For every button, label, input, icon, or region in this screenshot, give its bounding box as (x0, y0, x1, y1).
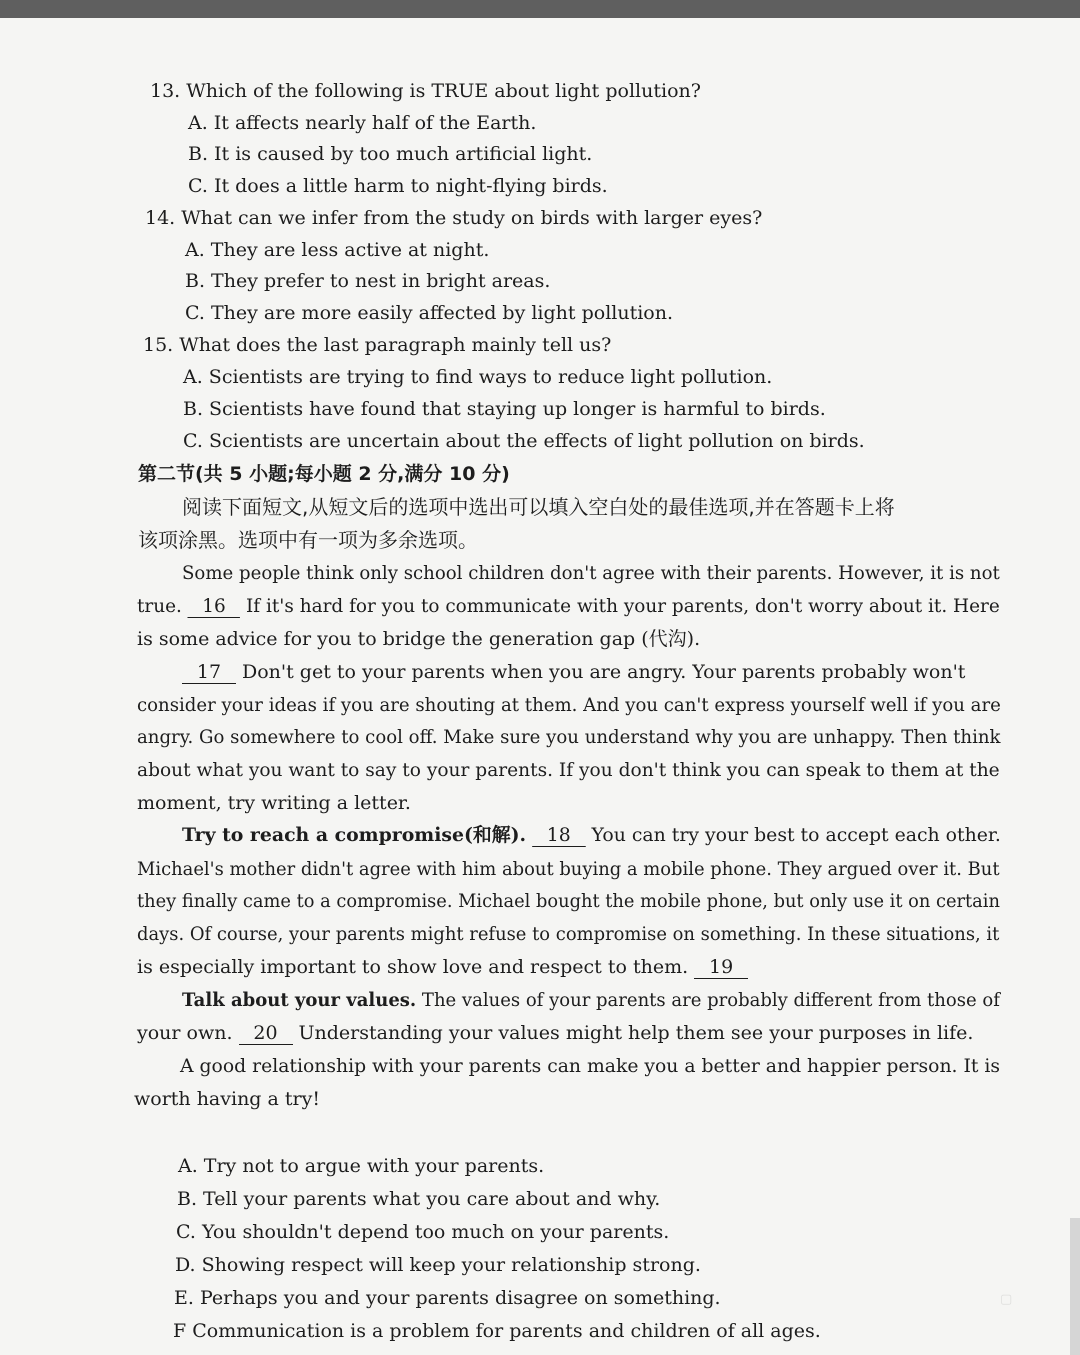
question-13-option-a: A. It affects nearly half of the Earth. (188, 112, 537, 134)
question-14-option-c: C. They are more easily affected by light pollution. (185, 302, 674, 324)
question-15-option-a: A. Scientists are trying to find ways to reduce light pollution. (183, 366, 773, 388)
passage-p3-line-3: they finally came to a compromise. Michael bought the mobile phone, but only use it on certain (137, 890, 1000, 912)
blank-20: 20 (239, 1022, 293, 1045)
question-13-option-b: B. It is caused by too much artificial light. (188, 143, 593, 165)
passage-text: If it's hard for you to communicate with your parents, don't worry about it. Here (245, 595, 1000, 617)
passage-p4-line-1 (182, 987, 1000, 1013)
passage-p2-line-1 (176, 659, 965, 685)
choice-d: D. Showing respect will keep your relationship strong. (175, 1254, 701, 1276)
question-15-option-b: B. Scientists have found that staying up longer is harmful to birds. (183, 398, 826, 420)
passage-p3-line-1 (182, 822, 1001, 848)
passage-text: You can try your best to accept each other. (591, 824, 1001, 846)
passage-p3-line-5 (137, 954, 754, 980)
passage-p4-line-2 (137, 1020, 973, 1046)
blank-19: 19 (694, 956, 748, 979)
blank-17: 17 (182, 661, 236, 684)
passage-p3-line-2: Michael's mother didn't agree with him about buying a mobile phone. They argued over it. But (137, 858, 1000, 880)
passage-text: is especially important to show love and respect to them. (137, 956, 689, 978)
passage-p1-line-2 (137, 593, 1000, 619)
passage-p1-line-3: is some advice for you to bridge the generation gap (代沟). (137, 628, 701, 650)
watermark-logo-icon: ▢ (1000, 1292, 1013, 1307)
blank-16: 16 (188, 595, 240, 618)
passage-text: your own. (137, 1022, 233, 1044)
passage-p3-line-4: days. Of course, your parents might refuse to compromise on something. In these situations, it (137, 923, 1000, 945)
blank-18: 18 (532, 824, 586, 847)
choice-f: F Communication is a problem for parents and children of all ages. (173, 1320, 821, 1342)
choice-e: E. Perhaps you and your parents disagree on something. (174, 1287, 721, 1309)
question-14-option-b: B. They prefer to nest in bright areas. (185, 270, 551, 292)
question-14-stem: 14. What can we infer from the study on birds with larger eyes? (145, 207, 763, 229)
top-bar (0, 0, 1080, 18)
question-15-stem: 15. What does the last paragraph mainly tell us? (143, 334, 612, 356)
passage-text: Understanding your values might help them see your purposes in life. (298, 1022, 974, 1044)
passage-p2-line-3: angry. Go somewhere to cool off. Make sure you understand why you are unhappy. Then think (137, 726, 1001, 748)
section-2-instruction-line-2: 该项涂黑。选项中有一项为多余选项。 (138, 528, 478, 552)
paragraph-heading: Try to reach a compromise(和解). (182, 824, 527, 846)
passage-p5-line-2: worth having a try! (134, 1088, 320, 1110)
choice-c: C. You shouldn't depend too much on your parents. (176, 1221, 670, 1243)
scrollbar[interactable] (1070, 1218, 1080, 1355)
passage-text: Don't get to your parents when you are angry. Your parents probably won't (242, 661, 966, 683)
choice-b: B. Tell your parents what you care about and why. (177, 1188, 661, 1210)
passage-p2-line-5: moment, try writing a letter. (137, 792, 411, 814)
choice-a: A. Try not to argue with your parents. (178, 1155, 545, 1177)
passage-p2-line-2: consider your ideas if you are shouting at them. And you can't express yourself well if you are (137, 694, 1001, 716)
section-2-title: 第二节(共 5 小题;每小题 2 分,满分 10 分) (138, 463, 510, 485)
section-2-instruction-line-1: 阅读下面短文,从短文后的选项中选出可以填入空白处的最佳选项,并在答题卡上将 (182, 495, 895, 519)
passage-p5-line-1: A good relationship with your parents can make you a better and happier person. It is (180, 1055, 1001, 1077)
passage-p1-line-1: Some people think only school children don't agree with their parents. However, it is not (182, 562, 1000, 584)
paragraph-heading: Talk about your values. (182, 989, 417, 1011)
question-13-stem: 13. Which of the following is TRUE about light pollution? (150, 80, 701, 102)
question-13-option-c: C. It does a little harm to night-flying birds. (188, 175, 608, 197)
question-14-option-a: A. They are less active at night. (185, 239, 490, 261)
passage-text: true. (137, 595, 182, 617)
question-15-option-c: C. Scientists are uncertain about the effects of light pollution on birds. (183, 430, 865, 452)
passage-text: The values of your parents are probably different from those of (421, 989, 1000, 1011)
passage-p2-line-4: about what you want to say to your parents. If you don't think you can speak to them at the (137, 759, 1000, 781)
